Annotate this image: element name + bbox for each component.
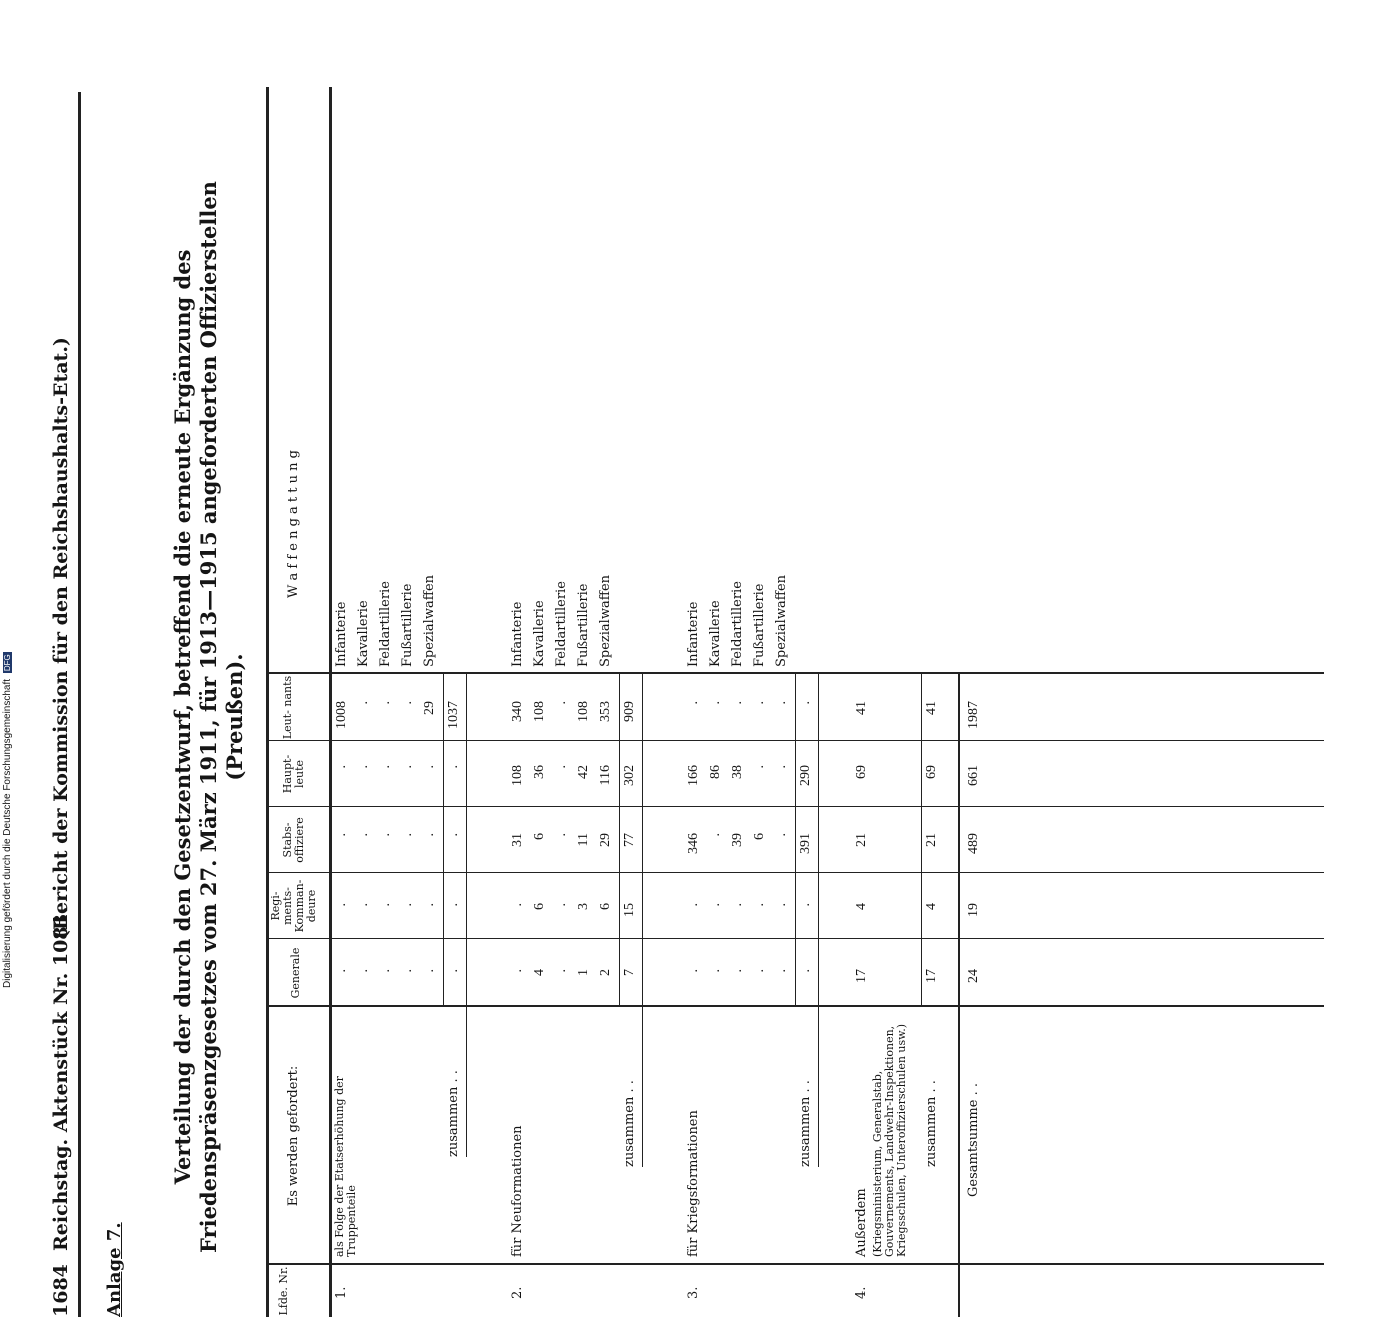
cell-captains: 108 xyxy=(510,765,525,786)
cell-captains: . xyxy=(554,765,569,769)
cell-staff: . xyxy=(554,833,569,837)
cell-captains: 36 xyxy=(532,765,547,779)
header-staff-officers: Stabs- offiziere xyxy=(281,817,306,863)
cell-regcmd: . xyxy=(708,903,723,907)
cell-lts: . xyxy=(554,701,569,705)
header-captains: Haupt- leute xyxy=(281,754,306,794)
group-label: für Neuformationen xyxy=(510,1125,525,1257)
cell-lts: 353 xyxy=(598,701,613,722)
cell-branch: Feldartillerie xyxy=(378,581,393,667)
total-staff: 391 xyxy=(798,833,813,854)
cell-regcmd: . xyxy=(378,903,393,907)
cell-regcmd: 3 xyxy=(576,903,591,910)
cell-generals: . xyxy=(356,969,371,973)
grand-total-staff: 489 xyxy=(966,833,981,854)
header-no: Lfde. Nr. xyxy=(277,1266,290,1316)
document-title-line-1: Verteilung der durch den Gesetzentwurf, betreffend die erneute Ergänzung des xyxy=(170,249,195,1185)
cell-captains: 116 xyxy=(598,765,613,786)
cell-regcmd: 4 xyxy=(854,903,869,910)
cell-branch: Spezialwaffen xyxy=(774,574,789,667)
header-requested: Es werden gefordert: xyxy=(286,1065,301,1207)
cell-generals: . xyxy=(334,969,349,973)
header-regiment-commanders: Regi- ments- Komman- deure xyxy=(269,879,318,933)
cell-regcmd: . xyxy=(730,903,745,907)
total-label: zusammen . . xyxy=(446,1070,461,1157)
group-no: 2. xyxy=(510,1286,525,1299)
subtotal-rule xyxy=(619,674,620,1007)
cell-captains: . xyxy=(378,765,393,769)
cell-generals: 17 xyxy=(854,969,869,983)
group-rule xyxy=(466,674,467,1157)
cell-captains: 42 xyxy=(576,765,591,779)
cell-generals: . xyxy=(554,969,569,973)
subtotal-rule xyxy=(795,674,796,1007)
cell-captains: . xyxy=(356,765,371,769)
cell-regcmd: . xyxy=(774,903,789,907)
total-label: zusammen . . xyxy=(798,1080,813,1167)
grand-total-rule xyxy=(958,674,960,1317)
cell-branch: Kavallerie xyxy=(532,600,547,667)
cell-branch: Spezialwaffen xyxy=(598,574,613,667)
cell-generals: 2 xyxy=(598,969,613,976)
cell-captains: 166 xyxy=(686,765,701,786)
grand-total-captains: 661 xyxy=(966,765,981,786)
cell-generals: 1 xyxy=(576,969,591,976)
group-sublabel: (Kriegsministerium, Generalstab, Gouvernements, Landwehr-Inspektionen, Kriegsschulen, Unteroffizierschulen usw.) xyxy=(871,1023,908,1257)
total-captains: 302 xyxy=(622,765,637,786)
cell-branch: Fußartillerie xyxy=(752,583,767,667)
cell-generals: . xyxy=(400,969,415,973)
cell-generals: . xyxy=(510,969,525,973)
cell-regcmd: . xyxy=(686,903,701,907)
grand-total-lts: 1987 xyxy=(966,701,981,729)
total-label: zusammen . . xyxy=(622,1080,637,1167)
cell-staff: . xyxy=(708,833,723,837)
cell-captains: 69 xyxy=(854,765,869,779)
cell-staff: 29 xyxy=(598,833,613,847)
total-regcmd: 4 xyxy=(924,903,939,910)
cell-staff: . xyxy=(356,833,371,837)
cell-staff: 346 xyxy=(686,833,701,854)
cell-lts: . xyxy=(356,701,371,705)
cell-captains: . xyxy=(334,765,349,769)
annex-label: Anlage 7. xyxy=(104,1222,125,1317)
cell-captains: 86 xyxy=(708,765,723,779)
col-rule-1 xyxy=(266,1263,1324,1265)
cell-generals: . xyxy=(774,969,789,973)
cell-regcmd: 6 xyxy=(532,903,547,910)
cell-lts: . xyxy=(378,701,393,705)
cell-regcmd: . xyxy=(334,903,349,907)
grand-total-generals: 24 xyxy=(966,969,981,983)
total-generals: . xyxy=(798,969,813,973)
officer-table xyxy=(46,87,1356,1317)
page-header-subtitle: (Bericht der Kommission für den Reichshaushalts-Etat.) xyxy=(50,337,72,939)
cell-captains: . xyxy=(422,765,437,769)
cell-branch: Spezialwaffen xyxy=(422,574,437,667)
group-rule xyxy=(642,674,643,1167)
cell-branch: Infanterie xyxy=(686,601,701,667)
group-no: 4. xyxy=(854,1286,869,1299)
cell-regcmd: . xyxy=(356,903,371,907)
cell-regcmd: 6 xyxy=(598,903,613,910)
cell-captains: . xyxy=(752,765,767,769)
cell-generals: . xyxy=(708,969,723,973)
cell-staff: 39 xyxy=(730,833,745,847)
rotated-page-content xyxy=(46,87,1356,1317)
total-label: zusammen . . xyxy=(924,1080,939,1167)
cell-captains: . xyxy=(400,765,415,769)
document-title-line-3: (Preußen). xyxy=(222,653,247,781)
cell-lts: 41 xyxy=(854,701,869,715)
cell-branch: Infanterie xyxy=(334,601,349,667)
cell-generals: . xyxy=(686,969,701,973)
cell-staff: 21 xyxy=(854,833,869,847)
total-generals: 17 xyxy=(924,969,939,983)
cell-lts: . xyxy=(752,701,767,705)
cell-staff: 6 xyxy=(752,833,767,840)
total-regcmd: . xyxy=(446,903,461,907)
cell-generals: . xyxy=(422,969,437,973)
total-lts: 1037 xyxy=(446,701,461,729)
cell-lts: . xyxy=(774,701,789,705)
subtotal-rule xyxy=(443,674,444,1007)
document-title-line-2: Friedenspräsenzgesetzes vom 27. März 1911, für 1913—1915 angeforderten Offizierstellen xyxy=(196,181,221,1253)
header-lieutenants: Leut- nants xyxy=(281,675,294,740)
group-rule xyxy=(818,674,819,1167)
total-regcmd: . xyxy=(798,903,813,907)
total-staff: 21 xyxy=(924,833,939,847)
cell-captains: . xyxy=(774,765,789,769)
cell-staff: . xyxy=(422,833,437,837)
total-captains: . xyxy=(446,765,461,769)
page-header-title: Reichstag. Aktenstück Nr. 1081. xyxy=(50,906,72,1251)
table-header-rule xyxy=(329,87,332,1317)
total-lts: 41 xyxy=(924,701,939,715)
table-top-rule xyxy=(266,87,269,1317)
cell-regcmd: . xyxy=(400,903,415,907)
cell-lts: 29 xyxy=(422,701,437,715)
grand-total-regcmd: 19 xyxy=(966,903,981,917)
cell-lts: . xyxy=(730,701,745,705)
header-generals: Generale xyxy=(289,947,302,999)
cell-lts: . xyxy=(686,701,701,705)
total-staff: 77 xyxy=(622,833,637,847)
total-captains: 290 xyxy=(798,765,813,786)
cell-staff: . xyxy=(400,833,415,837)
cell-branch: Kavallerie xyxy=(356,600,371,667)
total-lts: . xyxy=(798,701,813,705)
cell-generals: . xyxy=(730,969,745,973)
cell-captains: 38 xyxy=(730,765,745,779)
cell-lts: 108 xyxy=(532,701,547,722)
cell-regcmd: . xyxy=(422,903,437,907)
cell-regcmd: . xyxy=(510,903,525,907)
cell-generals: 4 xyxy=(532,969,547,976)
grand-total-label: Gesamtsumme . . xyxy=(966,1083,981,1197)
cell-lts: . xyxy=(400,701,415,705)
cell-lts: 108 xyxy=(576,701,591,722)
total-regcmd: 15 xyxy=(622,903,637,917)
cell-branch: Feldartillerie xyxy=(554,581,569,667)
total-generals: . xyxy=(446,969,461,973)
group-label: für Kriegsformationen xyxy=(686,1110,701,1257)
group-no: 1. xyxy=(334,1286,349,1299)
cell-staff: 31 xyxy=(510,833,525,847)
cell-regcmd: . xyxy=(752,903,767,907)
total-generals: 7 xyxy=(622,969,637,976)
cell-branch: Fußartillerie xyxy=(576,583,591,667)
cell-branch: Infanterie xyxy=(510,601,525,667)
cell-branch: Fußartillerie xyxy=(400,583,415,667)
dfg-logo: DFG xyxy=(3,654,12,672)
cell-staff: . xyxy=(774,833,789,837)
cell-lts: 1008 xyxy=(334,701,349,729)
header-branch: W a f f e n g a t t u n g xyxy=(286,450,301,598)
page-number: 1684 xyxy=(50,1264,72,1317)
subtotal-rule xyxy=(921,674,922,1007)
group-no: 3. xyxy=(686,1286,701,1299)
credit-text: Digitalisierung gefördert durch die Deutsche Forschungsgemeinschaft xyxy=(2,678,13,988)
cell-staff: . xyxy=(334,833,349,837)
digitization-credit xyxy=(2,608,16,988)
cell-generals: . xyxy=(378,969,393,973)
total-lts: 909 xyxy=(622,701,637,722)
cell-staff: 6 xyxy=(532,833,547,840)
total-captains: 69 xyxy=(924,765,939,779)
total-staff: . xyxy=(446,833,461,837)
cell-staff: 11 xyxy=(576,833,591,847)
cell-regcmd: . xyxy=(554,903,569,907)
cell-staff: . xyxy=(378,833,393,837)
cell-lts: 340 xyxy=(510,701,525,722)
cell-lts: . xyxy=(708,701,723,705)
group-label: als Folge der Etatserhöhung der Truppenteile xyxy=(333,1076,358,1257)
cell-branch: Kavallerie xyxy=(708,600,723,667)
cell-generals: . xyxy=(752,969,767,973)
group-label: Außerdem xyxy=(854,1188,869,1257)
cell-branch: Feldartillerie xyxy=(730,581,745,667)
